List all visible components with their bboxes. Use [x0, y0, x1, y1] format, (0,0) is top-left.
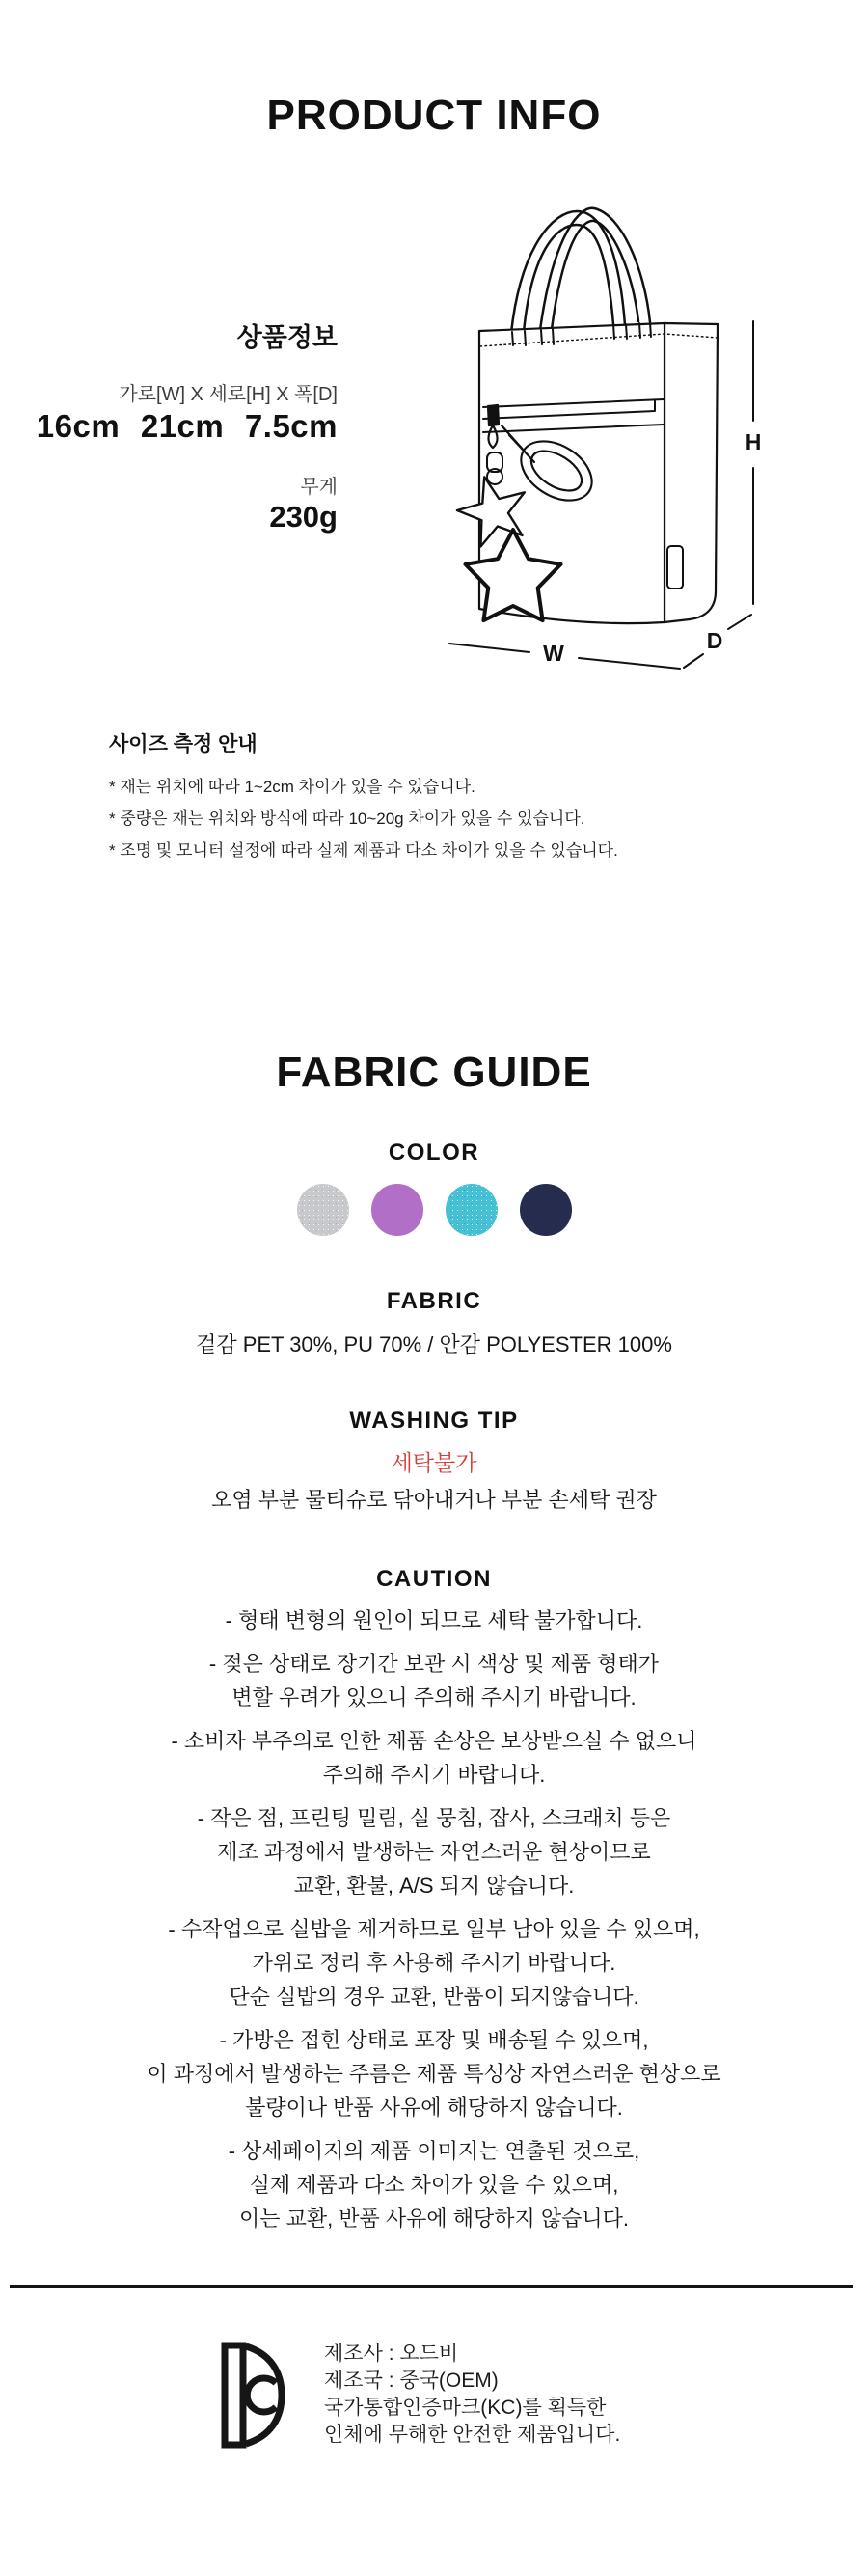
- product-info-title: PRODUCT INFO: [266, 92, 602, 139]
- size-guide-note: * 중량은 재는 위치와 방식에 따라 10~20g 차이가 있을 수 있습니다.: [109, 809, 585, 828]
- manufacturer-line: 제조사 : 오드비: [324, 2343, 459, 2365]
- height-label: H: [745, 429, 762, 454]
- size-guide-section: [109, 733, 618, 866]
- kc-certification-icon: [221, 2342, 292, 2449]
- manufacturer-info: [324, 2341, 620, 2449]
- caution-item: [0, 2023, 868, 2124]
- caution-item: [0, 1603, 868, 1637]
- width-dimension-line: [449, 644, 680, 669]
- manufacturer-line: 국가통합인증마크(KC)를 획득한: [324, 2397, 607, 2419]
- color-heading: COLOR: [388, 1139, 480, 1165]
- caution-list: [0, 1603, 868, 2245]
- width-label: W: [543, 641, 564, 666]
- caution-line: 불량이나 반품 사유에 해당하지 않습니다.: [245, 2096, 623, 2120]
- color-swatch-aqua-glitter: [446, 1184, 498, 1236]
- caution-line: - 수작업으로 실밥을 제거하므로 일부 남아 있을 수 있으며,: [168, 1917, 700, 1941]
- washing-warning: 세탁불가: [391, 1450, 477, 1475]
- size-guide-note: * 재는 위치에 따라 1~2cm 차이가 있을 수 있습니다.: [109, 778, 475, 796]
- fabric-guide-title: FABRIC GUIDE: [276, 1049, 592, 1096]
- caution-line: - 젖은 상태로 장기간 보관 시 색상 및 제품 형태가: [208, 1652, 660, 1676]
- caution-line: - 상세페이지의 제품 이미지는 연출된 것으로,: [228, 2139, 640, 2163]
- fabric-composition: 겉감 PET 30%, PU 70% / 안감 POLYESTER 100%: [196, 1332, 672, 1357]
- color-swatch-row: [0, 1184, 868, 1236]
- caution-line: - 가방은 접힌 상태로 포장 및 배송될 수 있으며,: [219, 2028, 649, 2052]
- size-guide-note: * 조명 및 모니터 설정에 따라 실제 제품과 다소 차이가 있을 수 있습니다.: [109, 841, 618, 860]
- caution-line: 교환, 환불, A/S 되지 않습니다.: [293, 1874, 575, 1898]
- caution-line: - 소비자 부주의로 인한 제품 손상은 보상받으실 수 없으니: [171, 1729, 697, 1753]
- caution-line: - 작은 점, 프린팅 밀림, 실 뭉침, 잡사, 스크래치 등은: [197, 1806, 671, 1830]
- caution-item: [0, 2134, 868, 2235]
- caution-heading: CAUTION: [376, 1566, 492, 1592]
- size-guide-heading: 사이즈 측정 안내: [109, 733, 258, 755]
- caution-line: 실제 제품과 다소 차이가 있을 수 있으며,: [249, 2173, 619, 2197]
- weight-label: 무게: [300, 477, 338, 498]
- caution-line: 이는 교환, 반품 사유에 해당하지 않습니다.: [238, 2206, 630, 2231]
- manufacturer-line: 인체에 무해한 안전한 제품입니다.: [324, 2424, 621, 2446]
- color-swatch-silver-glitter: [297, 1184, 349, 1236]
- footer-divider: [10, 2285, 853, 2288]
- caution-item: [0, 1724, 868, 1792]
- washing-tip-heading: WASHING TIP: [349, 1408, 519, 1434]
- dimensions-label: 가로[W] X 세로[H] X 폭[D]: [119, 384, 338, 405]
- depth-label: D: [706, 628, 723, 653]
- color-swatch-navy: [520, 1184, 572, 1236]
- dimensions-value: 16cm 21cm 7.5cm: [36, 408, 338, 444]
- bag-back-handle: [540, 208, 650, 330]
- caution-line: 변할 우려가 있으니 주의해 주시기 바랍니다.: [231, 1685, 637, 1710]
- spec-heading: 상품정보: [236, 323, 338, 352]
- caution-line: 가위로 정리 후 사용해 주시기 바랍니다.: [252, 1951, 616, 1975]
- caution-item: [0, 1912, 868, 2014]
- bag-diagram: [436, 186, 795, 678]
- caution-line: - 형태 변형의 원인이 되므로 세탁 불가합니다.: [225, 1608, 643, 1632]
- color-swatch-purple: [371, 1184, 423, 1236]
- zipper-slider: [488, 405, 499, 425]
- caution-line: 주의해 주시기 바랍니다.: [322, 1763, 546, 1787]
- caution-line: 이 과정에서 발생하는 주름은 제품 특성상 자연스러운 현상으로: [147, 2062, 721, 2086]
- caution-line: 단순 실밥의 경우 교환, 반품이 되지않습니다.: [229, 1985, 639, 2009]
- caution-item: [0, 1801, 868, 1903]
- bag-side-tab: [667, 546, 683, 589]
- weight-value: 230g: [269, 500, 338, 534]
- manufacturer-line: 제조국 : 중국(OEM): [324, 2370, 499, 2392]
- caution-item: [0, 1647, 868, 1714]
- caution-line: 제조 과정에서 발생하는 자연스러운 현상이므로: [217, 1840, 651, 1864]
- washing-tip-text: 오염 부분 물티슈로 닦아내거나 부분 손세탁 권장: [211, 1488, 657, 1512]
- fabric-heading: FABRIC: [386, 1288, 482, 1314]
